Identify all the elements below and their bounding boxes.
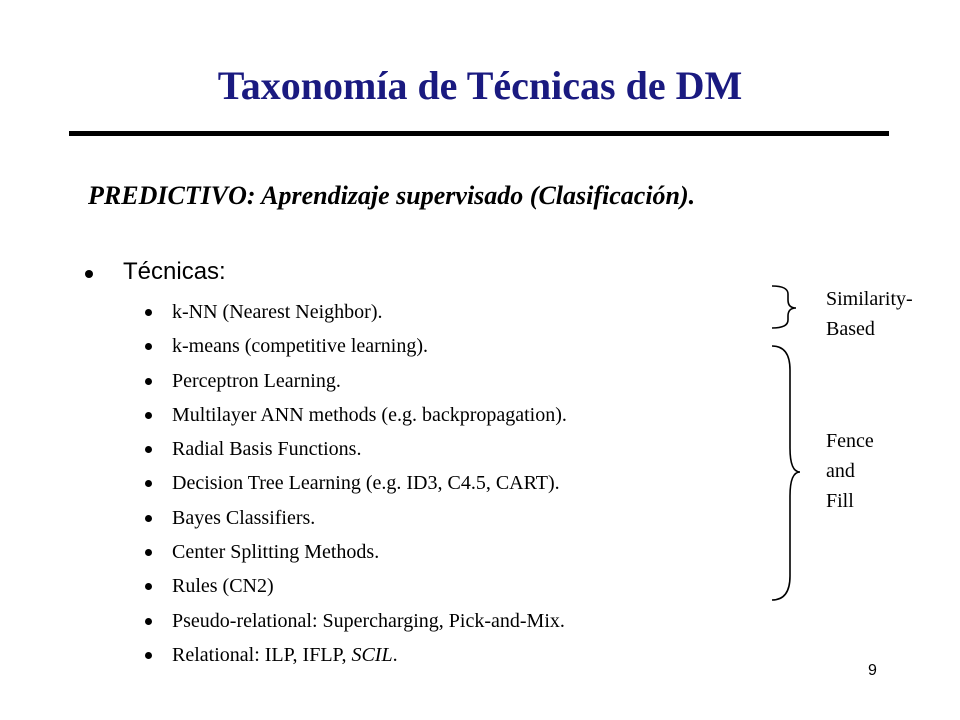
bullet-dot-icon bbox=[145, 618, 152, 625]
technique-text: Radial Basis Functions. bbox=[172, 438, 362, 461]
fence-and-fill-label: Fence and Fill bbox=[826, 430, 874, 512]
bullet-dot-icon bbox=[145, 412, 152, 419]
bullet-dot-icon bbox=[145, 549, 152, 556]
bullet-dot-icon bbox=[145, 446, 152, 453]
technique-text: Center Splitting Methods. bbox=[172, 541, 380, 564]
technique-text: Rules (CN2) bbox=[172, 575, 274, 598]
bullet-dot-icon bbox=[145, 583, 152, 590]
technique-text: Multilayer ANN methods (e.g. backpropagation). bbox=[172, 403, 567, 426]
bullet-dot-icon bbox=[145, 309, 152, 316]
technique-text-italic: SCIL bbox=[351, 643, 393, 666]
slide-subtitle: PREDICTIVO: Aprendizaje supervisado (Clasificación). bbox=[88, 181, 696, 210]
technique-text: Decision Tree Learning (e.g. ID3, C4.5, CART). bbox=[172, 472, 560, 495]
technique-text: k-NN (Nearest Neighbor). bbox=[172, 301, 383, 323]
technique-text: Bayes Classifiers. bbox=[172, 506, 316, 529]
technique-text-suffix: . bbox=[392, 643, 398, 666]
bullet-dot-icon bbox=[145, 378, 152, 385]
bullet-dot-icon bbox=[145, 480, 152, 487]
bullet-dot-icon bbox=[145, 515, 152, 522]
bullet-dot-icon bbox=[85, 270, 93, 278]
similarity-brace-icon bbox=[772, 286, 796, 328]
slide-title: Taxonomía de Técnicas de DM bbox=[217, 63, 743, 108]
technique-text: k-means (competitive learning). bbox=[172, 335, 429, 358]
fence-fill-brace-icon bbox=[772, 346, 800, 600]
title-divider bbox=[69, 131, 889, 136]
main-bullet-label: Técnicas: bbox=[123, 258, 226, 285]
grouping-braces bbox=[760, 280, 820, 610]
bullet-dot-icon bbox=[145, 343, 152, 350]
similarity-based-label: Similarity- Based bbox=[826, 288, 913, 340]
page-number: 9 bbox=[868, 662, 877, 679]
bullet-dot-icon bbox=[145, 652, 152, 659]
technique-text: Pseudo-relational: Supercharging, Pick-and-Mix. bbox=[172, 609, 565, 632]
technique-text-prefix: Relational: ILP, IFLP, bbox=[172, 643, 352, 666]
technique-text bbox=[172, 641, 398, 669]
technique-text: Perceptron Learning. bbox=[172, 369, 341, 392]
